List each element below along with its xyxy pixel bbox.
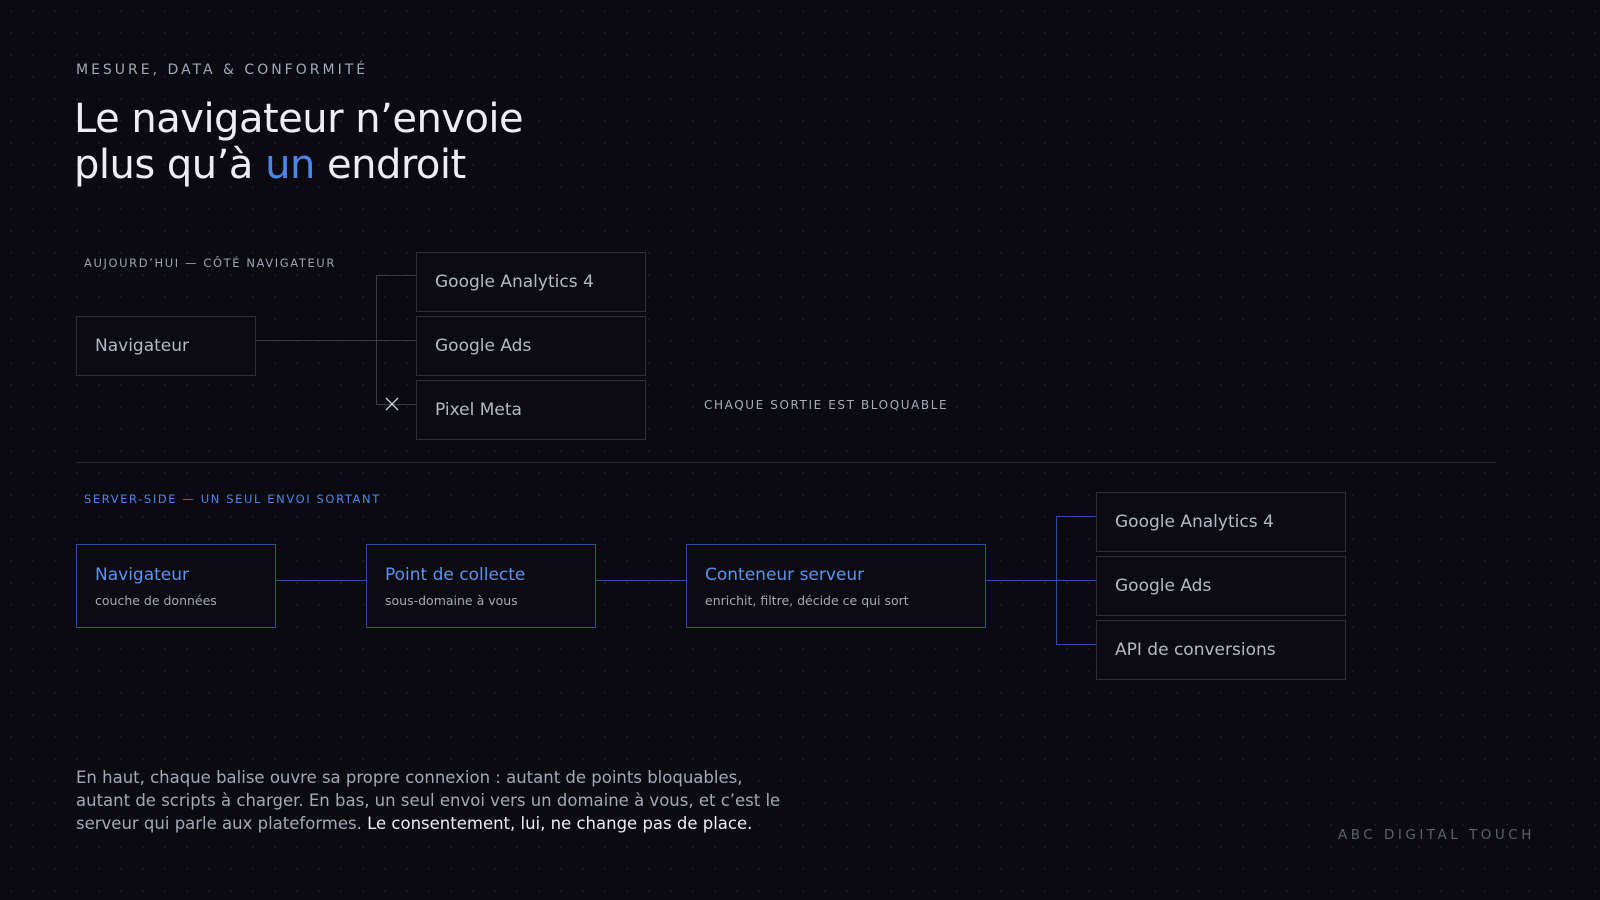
title-line-2-end: endroit (314, 142, 466, 188)
node-bottom-conversions-api-label: API de conversions (1115, 640, 1276, 660)
title-accent: un (265, 142, 315, 188)
node-pipeline-browser-title: Navigateur (95, 564, 190, 585)
node-top-google-ads (416, 316, 646, 376)
connector-server-trunk (986, 580, 1096, 581)
section-label-browser-side: AUJOURD’HUI — CÔTÉ NAVIGATEUR (84, 256, 336, 270)
node-top-pixel-meta-label: Pixel Meta (435, 400, 522, 420)
title-line-1: Le navigateur n’envoie (74, 96, 524, 142)
node-pipeline-browser (76, 544, 276, 628)
node-top-ga4 (416, 252, 646, 312)
x-mark-icon (382, 394, 402, 414)
node-pipeline-browser-subtitle: couche de données (95, 592, 217, 608)
connector-browser-to-collect (276, 580, 366, 581)
connector-server-vertical-branch (1056, 516, 1057, 645)
footer-caption-text: En haut, chaque balise ouvre sa propre connexion : autant de points bloquables, autant de scripts à charger. En bas, un seul envoi vers un domaine à vous, et c’est le serveur qui parle aux plateformes. (76, 768, 781, 833)
connector-server-branch-ga4 (1056, 516, 1096, 517)
page-title (74, 96, 523, 188)
node-pipeline-collect-point (366, 544, 596, 628)
node-top-google-ads-label: Google Ads (435, 336, 532, 356)
node-browser (76, 316, 256, 376)
node-bottom-conversions-api (1096, 620, 1346, 680)
connector-branch-ga4 (376, 275, 416, 276)
connector-server-branch-capi (1056, 644, 1096, 645)
node-pipeline-server-container-subtitle: enrichit, filtre, décide ce qui sort (705, 592, 909, 608)
connector-collect-to-server (596, 580, 686, 581)
title-line-2-start: plus qu’à (74, 142, 266, 188)
node-pipeline-server-container (686, 544, 986, 628)
footer-caption-emphasis: Le consentement, lui, ne change pas de place. (367, 814, 753, 833)
section-divider (76, 462, 1496, 463)
connector-vertical-branch (376, 275, 377, 405)
node-bottom-google-ads-label: Google Ads (1115, 576, 1212, 596)
connector-browser-trunk (256, 340, 416, 341)
eyebrow: MESURE, DATA & CONFORMITÉ (76, 62, 369, 78)
node-bottom-ga4 (1096, 492, 1346, 552)
node-bottom-google-ads (1096, 556, 1346, 616)
node-pipeline-collect-point-subtitle: sous-domaine à vous (385, 592, 518, 608)
node-browser-label: Navigateur (95, 336, 190, 356)
node-pipeline-server-container-title: Conteneur serveur (705, 564, 865, 585)
brand-wordmark: ABC DIGITAL TOUCH (1338, 827, 1535, 843)
node-top-pixel-meta (416, 380, 646, 440)
blockable-note: CHAQUE SORTIE EST BLOQUABLE (704, 398, 949, 412)
node-bottom-ga4-label: Google Analytics 4 (1115, 512, 1274, 532)
footer-caption (76, 766, 796, 835)
node-pipeline-collect-point-title: Point de collecte (385, 564, 526, 585)
section-label-server-side: SERVER-SIDE — UN SEUL ENVOI SORTANT (84, 492, 381, 506)
node-top-ga4-label: Google Analytics 4 (435, 272, 594, 292)
